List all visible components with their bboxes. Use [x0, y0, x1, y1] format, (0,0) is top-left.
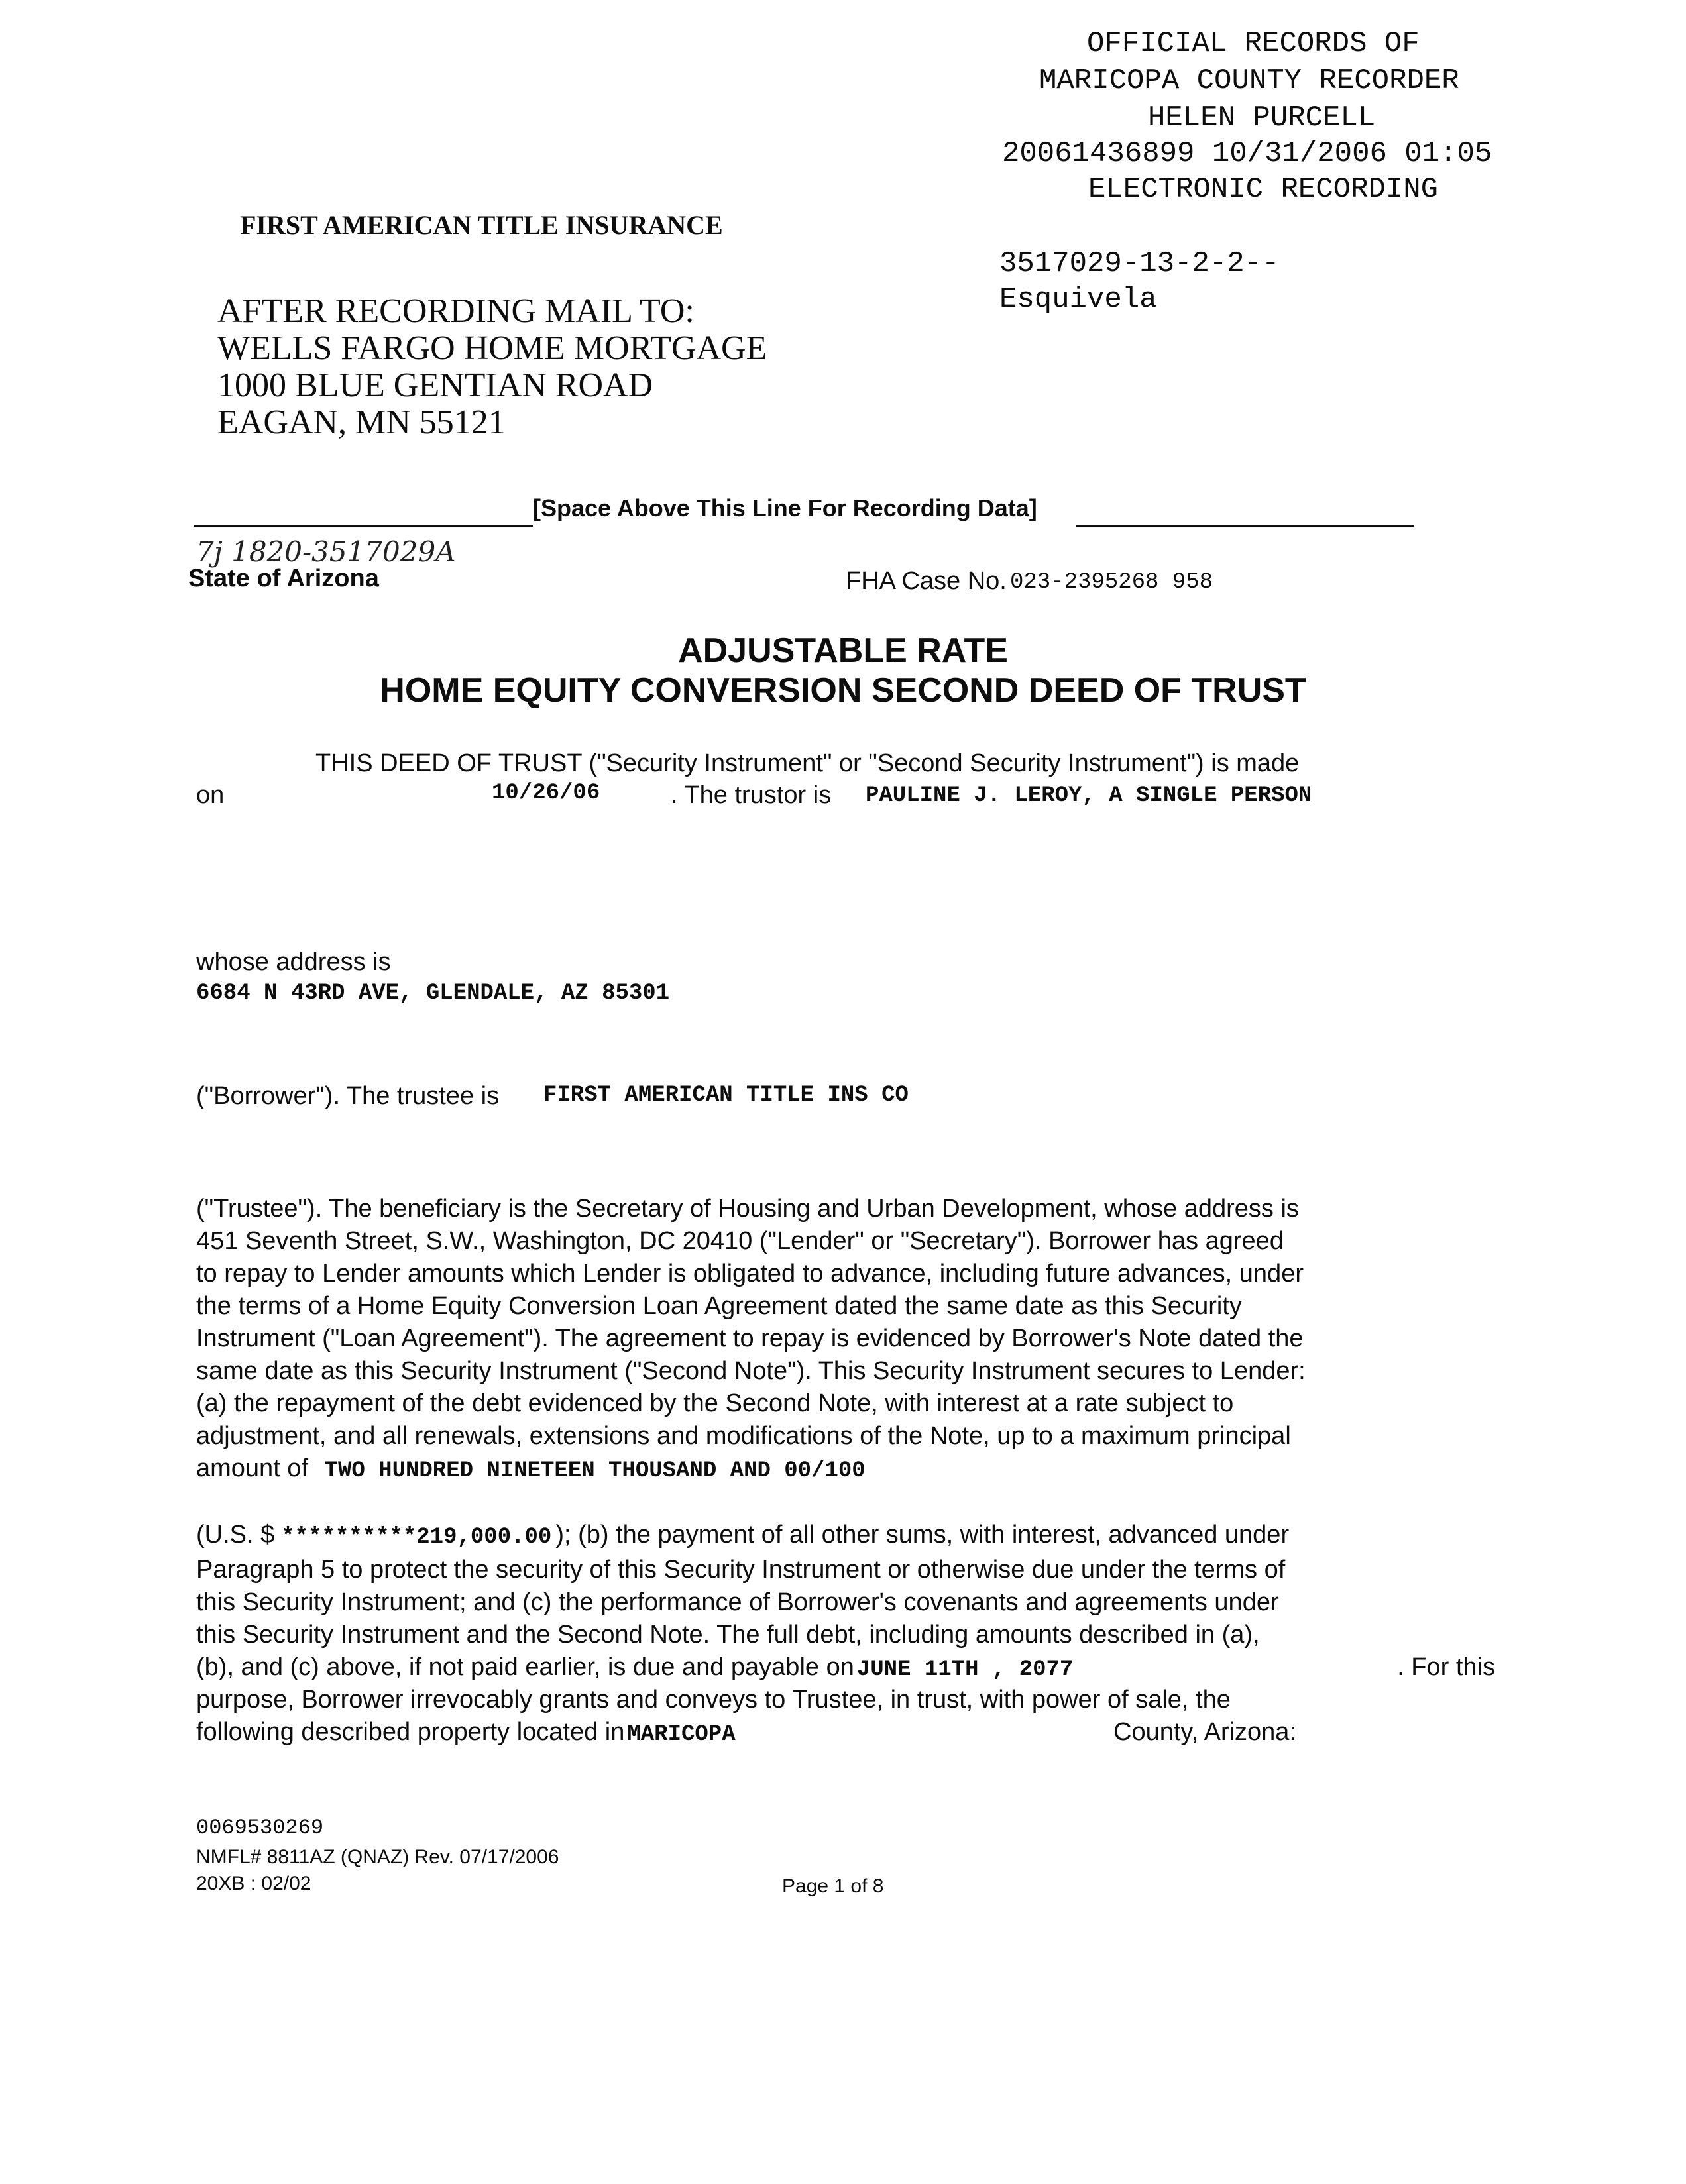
- trustee-name: FIRST AMERICAN TITLE INS CO: [543, 1083, 909, 1108]
- recorder-line-3: HELEN PURCELL: [1148, 101, 1376, 135]
- intro-on: on: [196, 781, 225, 809]
- amount-line: [196, 1452, 1495, 1488]
- paragraph-line: purpose, Borrower irrevocably grants and conveys to Trustee, in trust, with power of sale, the: [196, 1686, 1231, 1714]
- trustor-name: PAULINE J. LEROY, A SINGLE PERSON: [866, 783, 1312, 808]
- debt-paragraph: [196, 1519, 1495, 1749]
- county-line: [196, 1716, 1495, 1749]
- paragraph-line: to repay to Lender amounts which Lender is obligated to advance, including future advances, under: [196, 1260, 1304, 1287]
- fha-case-number: 023-2395268 958: [1010, 570, 1213, 595]
- document-title-line-1: ADJUSTABLE RATE: [678, 631, 1008, 670]
- recording-rule-left: [194, 525, 533, 527]
- recorder-clerk: Esquivela: [999, 283, 1157, 316]
- page-number: Page 1 of 8: [782, 1875, 884, 1897]
- trustor-label: . The trustor is: [671, 781, 832, 809]
- paragraph-line: Instrument ("Loan Agreement"). The agreement to repay is evidenced by Borrower's Note dated the: [196, 1325, 1304, 1352]
- intro-text: THIS DEED OF TRUST ("Security Instrument" or "Second Security Instrument") is made: [315, 749, 1300, 777]
- mail-to-line-4: EAGAN, MN 55121: [217, 404, 506, 441]
- form-code: 20XB : 02/02: [196, 1873, 311, 1894]
- handwritten-note: 7j 1820-3517029A: [196, 535, 456, 568]
- located-label: following described property located in: [196, 1718, 625, 1746]
- county-name: MARICOPA: [627, 1722, 736, 1747]
- recording-rule-right: [1076, 525, 1414, 527]
- address-label: whose address is: [196, 948, 391, 976]
- fha-case-label: FHA Case No.: [846, 567, 1007, 595]
- trustee-label: ("Borrower"). The trustee is: [196, 1082, 500, 1110]
- due-label: (b), and (c) above, if not paid earlier, is due and payable on: [196, 1653, 854, 1681]
- for-this: . For this: [1397, 1653, 1495, 1681]
- due-date-line: [196, 1651, 1495, 1684]
- us-amount-line: [196, 1519, 1495, 1554]
- loan-number: 0069530269: [196, 1816, 324, 1840]
- mail-to-line-2: WELLS FARGO HOME MORTGAGE: [217, 329, 767, 367]
- amount-label: amount of: [196, 1454, 308, 1482]
- state-label: State of Arizona: [188, 565, 379, 592]
- us-amount: **********219,000.00: [281, 1525, 552, 1550]
- mail-to-line-1: AFTER RECORDING MAIL TO:: [217, 292, 695, 330]
- amount-in-words: TWO HUNDRED NINETEEN THOUSAND AND 00/100: [324, 1458, 866, 1484]
- paragraph-line: Paragraph 5 to protect the security of this Security Instrument or otherwise due under the terms of: [196, 1556, 1286, 1584]
- recorder-line-2: MARICOPA COUNTY RECORDER: [1039, 64, 1459, 97]
- recorder-line-5: ELECTRONIC RECORDING: [1088, 173, 1439, 206]
- instrument-date: 10/26/06: [492, 781, 600, 806]
- beneficiary-paragraph: [196, 1193, 1495, 1488]
- paragraph-line: same date as this Security Instrument ("Second Note"). This Security Instrument secures to Lender:: [196, 1357, 1306, 1385]
- recording-number-date: 20061436899 10/31/2006 01:05: [1002, 137, 1492, 170]
- paragraph-line: this Security Instrument; and (c) the performance of Borrower's covenants and agreements under: [196, 1588, 1279, 1616]
- recorder-line-1: OFFICIAL RECORDS OF: [1087, 27, 1420, 60]
- mail-to-line-3: 1000 BLUE GENTIAN ROAD: [217, 366, 653, 404]
- borrower-address: 6684 N 43RD AVE, GLENDALE, AZ 85301: [196, 981, 670, 1006]
- maturity-date: JUNE 11TH , 2077: [856, 1657, 1074, 1682]
- us-amount-rest: ); (b) the payment of all other sums, with interest, advanced under: [555, 1521, 1290, 1549]
- paragraph-line: ("Trustee"). The beneficiary is the Secretary of Housing and Urban Development, whose address is: [196, 1195, 1299, 1223]
- space-above-label: [Space Above This Line For Recording Data]: [533, 494, 1037, 521]
- document-title-line-2: HOME EQUITY CONVERSION SECOND DEED OF TRUST: [380, 671, 1306, 710]
- paragraph-line: adjustment, and all renewals, extensions and modifications of the Note, up to a maximum principal: [196, 1422, 1291, 1450]
- us-amount-label: (U.S. $: [196, 1521, 275, 1549]
- paragraph-line: (a) the repayment of the debt evidenced by the Second Note, with interest at a rate subject to: [196, 1390, 1234, 1417]
- county-state-label: County, Arizona:: [1113, 1718, 1297, 1746]
- paragraph-line: 451 Seventh Street, S.W., Washington, DC 20410 ("Lender" or "Secretary"). Borrower has agreed: [196, 1227, 1284, 1255]
- paragraph-line: the terms of a Home Equity Conversion Loan Agreement dated the same date as this Security: [196, 1292, 1242, 1320]
- recorder-reference: 3517029-13-2-2--: [999, 247, 1280, 280]
- paragraph-line: this Security Instrument and the Second Note. The full debt, including amounts described in (a),: [196, 1621, 1260, 1649]
- form-number: NMFL# 8811AZ (QNAZ) Rev. 07/17/2006: [196, 1846, 559, 1868]
- title-company: FIRST AMERICAN TITLE INSURANCE: [240, 210, 723, 240]
